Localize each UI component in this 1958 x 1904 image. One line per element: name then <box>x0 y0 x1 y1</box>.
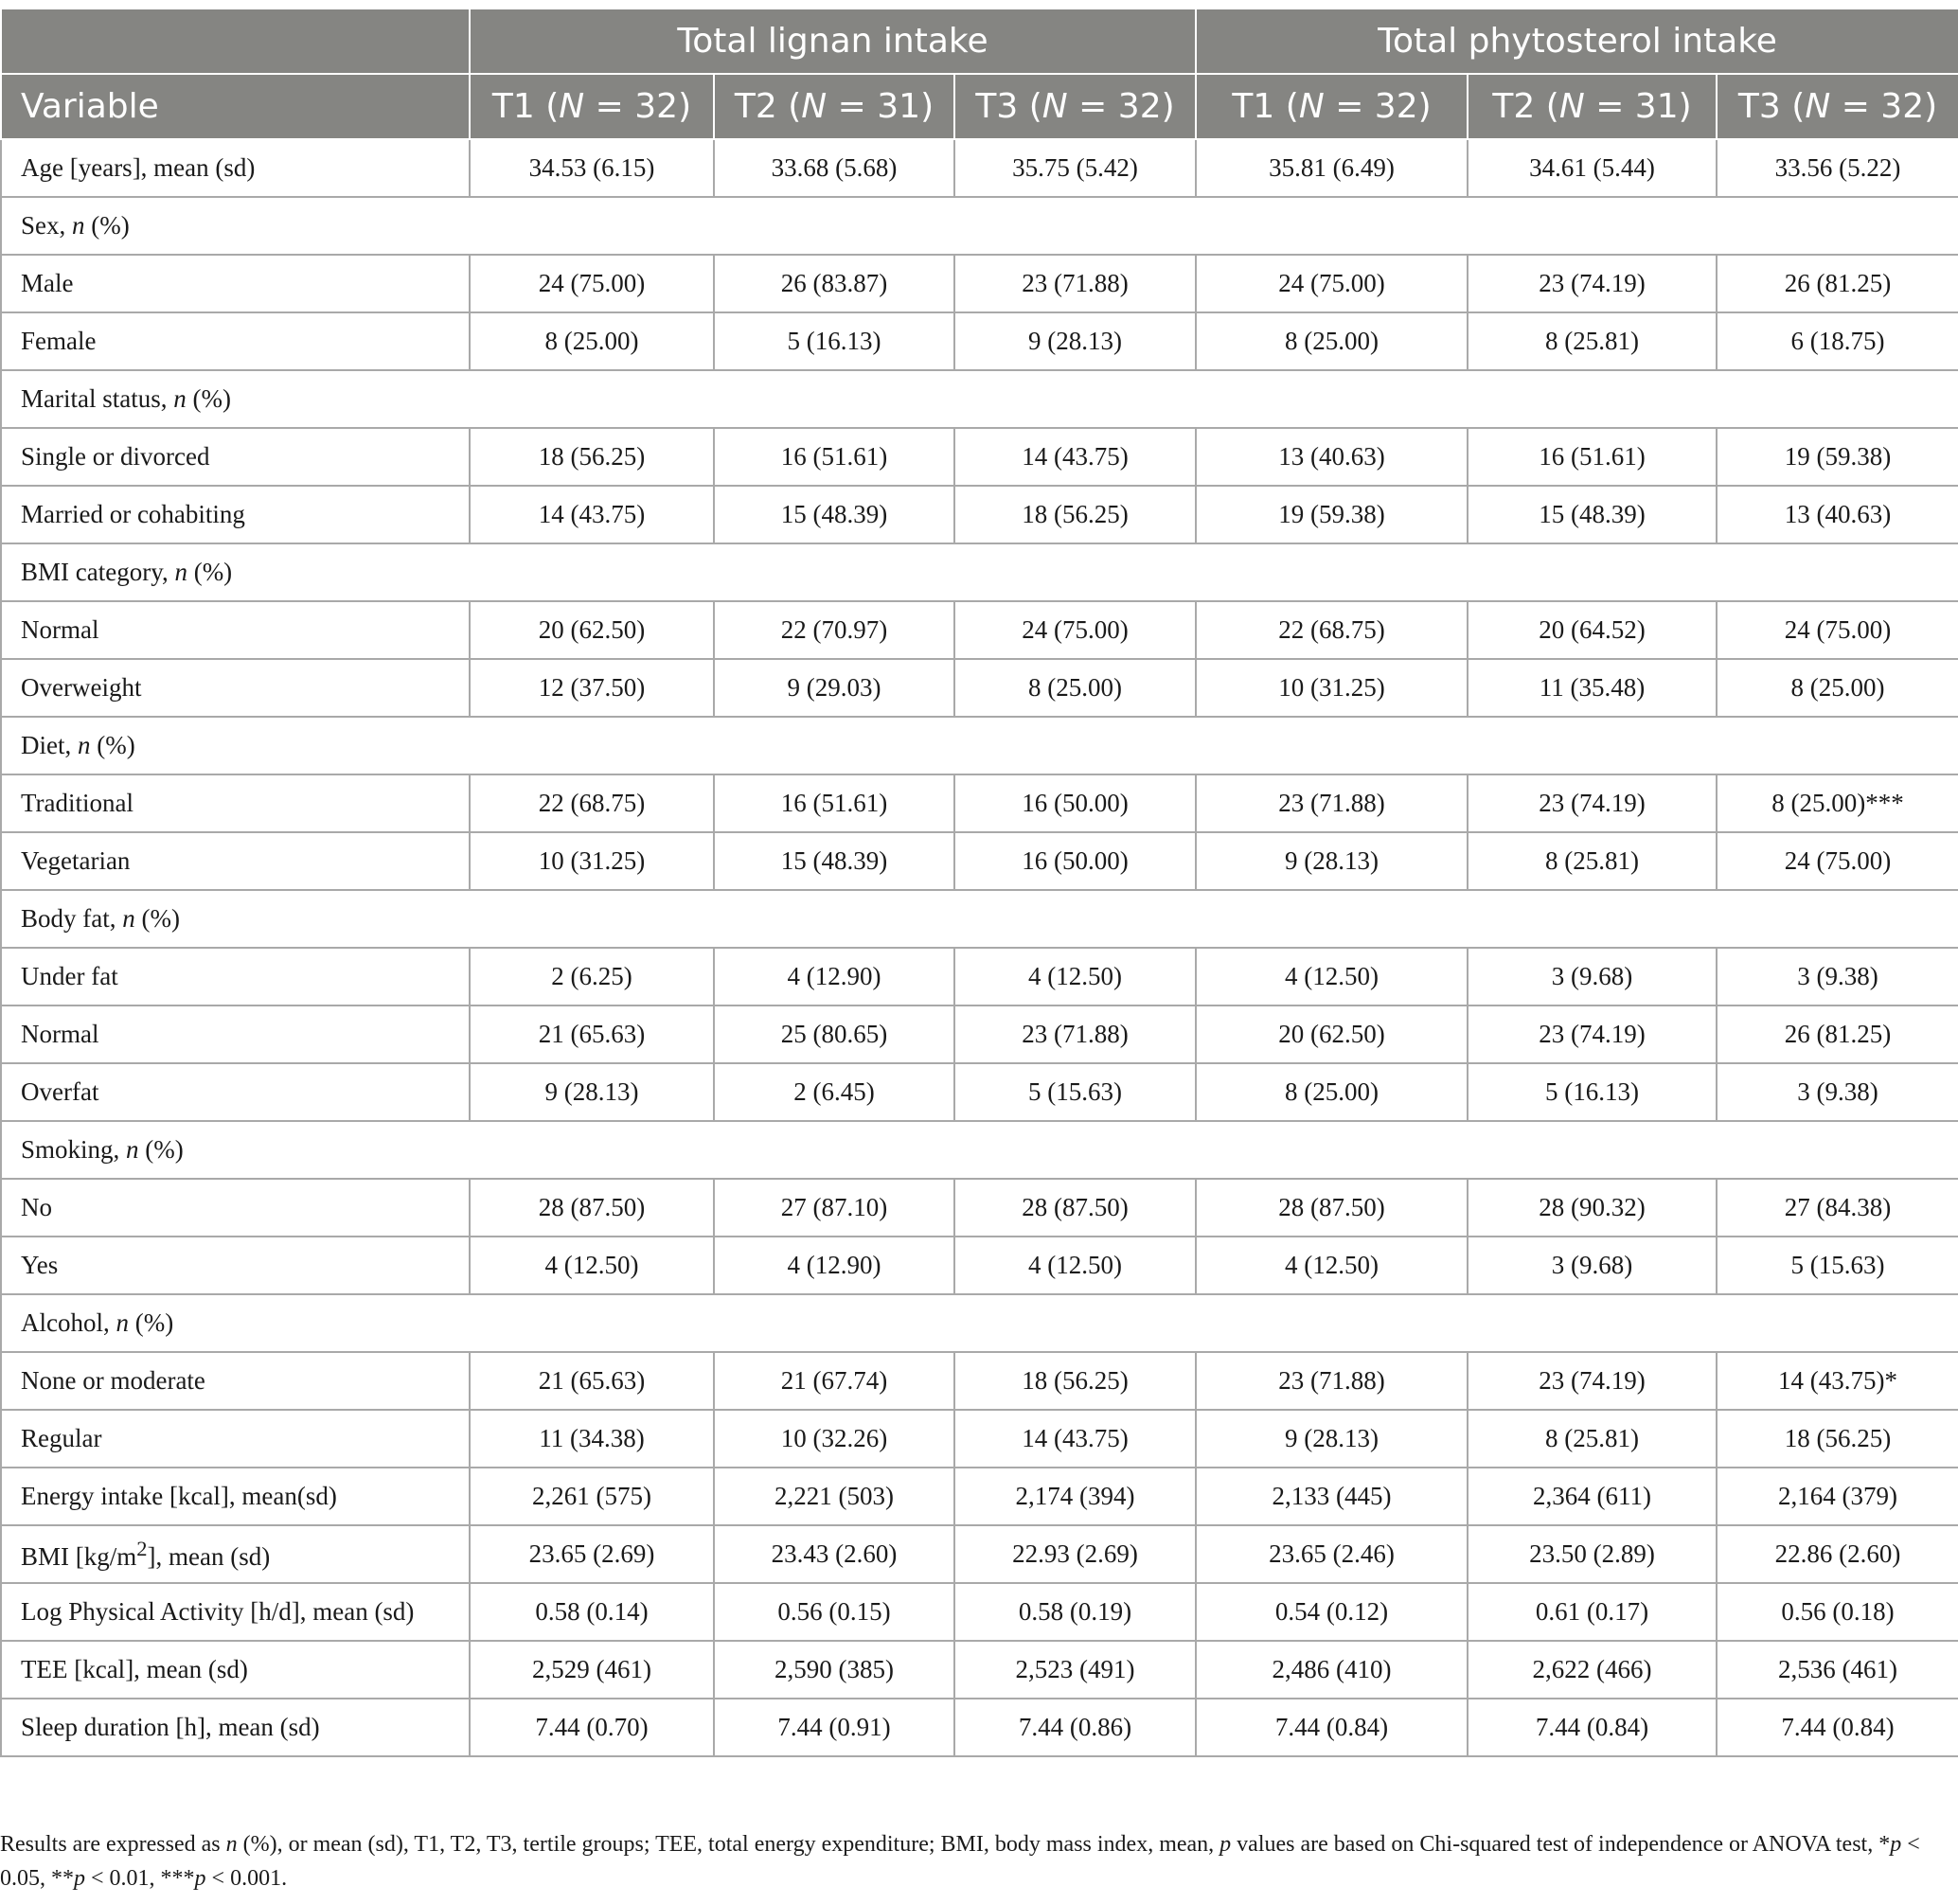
table-cell: 3 (9.68) <box>1468 948 1717 1005</box>
table-cell: 23 (71.88) <box>954 1005 1196 1063</box>
row-label-italic: n <box>173 384 187 413</box>
section-blank <box>470 1294 1958 1352</box>
table-cell: 2,523 (491) <box>954 1641 1196 1699</box>
table-cell: 33.56 (5.22) <box>1717 139 1958 197</box>
table-cell: 23.65 (2.46) <box>1196 1525 1468 1583</box>
section-blank <box>470 197 1958 255</box>
row-label-text: Marital status, <box>21 384 174 413</box>
table-cell: 23 (74.19) <box>1468 255 1717 312</box>
table-row <box>1 1063 1958 1121</box>
row-label <box>1 1410 470 1468</box>
tertile-n-symbol: N <box>1298 87 1325 126</box>
table-cell: 35.75 (5.42) <box>954 139 1196 197</box>
row-label <box>1 1468 470 1525</box>
table-cell: 10 (31.25) <box>470 832 714 890</box>
table-cell: 0.56 (0.18) <box>1717 1583 1958 1641</box>
table-cell: 5 (15.63) <box>954 1063 1196 1121</box>
table-cell: 11 (35.48) <box>1468 659 1717 717</box>
table-cell: 20 (62.50) <box>1196 1005 1468 1063</box>
table-cell: 9 (28.13) <box>1196 1410 1468 1468</box>
row-label <box>1 1179 470 1237</box>
row-label <box>1 717 470 774</box>
table-cell: 0.61 (0.17) <box>1468 1583 1717 1641</box>
table-cell: 2,174 (394) <box>954 1468 1196 1525</box>
footnote-text: p <box>1890 1832 1902 1857</box>
table-cell: 18 (56.25) <box>954 486 1196 543</box>
row-label <box>1 139 470 197</box>
table-cell: 16 (51.61) <box>1468 428 1717 486</box>
row-label-text: Yes <box>21 1251 59 1279</box>
table-cell: 14 (43.75) <box>954 1410 1196 1468</box>
row-label-text: Overfat <box>21 1077 99 1106</box>
row-label-text: None or moderate <box>21 1366 205 1395</box>
table-cell: 0.56 (0.15) <box>714 1583 954 1641</box>
row-label-text: (%) <box>129 1308 174 1337</box>
table-cell: 4 (12.50) <box>1196 1237 1468 1294</box>
table-header <box>1 9 1958 139</box>
table-cell: 28 (87.50) <box>954 1179 1196 1237</box>
table-cell: 34.61 (5.44) <box>1468 139 1717 197</box>
section-row <box>1 1121 1958 1179</box>
table-cell: 2 (6.25) <box>470 948 714 1005</box>
table-cell: 15 (48.39) <box>1468 486 1717 543</box>
table-cell: 16 (51.61) <box>714 428 954 486</box>
table-cell: 4 (12.50) <box>954 1237 1196 1294</box>
table-cell: 18 (56.25) <box>470 428 714 486</box>
row-label-text: Single or divorced <box>21 442 210 471</box>
row-label <box>1 486 470 543</box>
row-label-text: TEE [kcal], mean (sd) <box>21 1655 248 1683</box>
table-cell: 23 (71.88) <box>1196 774 1468 832</box>
table-cell: 28 (87.50) <box>1196 1179 1468 1237</box>
table-row <box>1 428 1958 486</box>
table-cell: 23 (74.19) <box>1468 1352 1717 1410</box>
table-row <box>1 486 1958 543</box>
table-cell: 23 (71.88) <box>954 255 1196 312</box>
table-cell: 7.44 (0.84) <box>1717 1699 1958 1756</box>
table-cell: 2 (6.45) <box>714 1063 954 1121</box>
table-cell: 0.58 (0.19) <box>954 1583 1196 1641</box>
table-cell: 18 (56.25) <box>1717 1410 1958 1468</box>
table-cell: 24 (75.00) <box>1717 601 1958 659</box>
table-cell: 21 (65.63) <box>470 1352 714 1410</box>
table-row <box>1 1468 1958 1525</box>
table-cell: 26 (81.25) <box>1717 1005 1958 1063</box>
group-header-row <box>1 9 1958 74</box>
tertile-label: T1 <box>1232 87 1275 126</box>
table-cell: 35.81 (6.49) <box>1196 139 1468 197</box>
table-row <box>1 948 1958 1005</box>
row-label-text: Diet, <box>21 731 78 759</box>
tertile-header-row <box>1 74 1958 139</box>
table-cell: 15 (48.39) <box>714 832 954 890</box>
row-label-text: Regular <box>21 1424 102 1452</box>
row-label-text: Energy intake [kcal], mean(sd) <box>21 1482 337 1510</box>
row-label-text: (%) <box>187 558 233 586</box>
table-cell: 18 (56.25) <box>954 1352 1196 1410</box>
table-cell: 14 (43.75) <box>954 428 1196 486</box>
table-cell: 2,221 (503) <box>714 1468 954 1525</box>
row-label-text: Sleep duration [h], mean (sd) <box>21 1713 320 1741</box>
table-cell: 22.93 (2.69) <box>954 1525 1196 1583</box>
tertile-n-count: = 32) <box>1067 87 1175 126</box>
table-cell: 9 (28.13) <box>954 312 1196 370</box>
table-cell: 5 (16.13) <box>714 312 954 370</box>
row-label-italic: n <box>116 1308 129 1337</box>
table-cell: 21 (65.63) <box>470 1005 714 1063</box>
table-row <box>1 1237 1958 1294</box>
row-label <box>1 1641 470 1699</box>
footnote-text: values are based on Chi-squared test of independence or ANOVA test, * <box>1231 1832 1891 1857</box>
table-cell: 23 (71.88) <box>1196 1352 1468 1410</box>
table-cell: 2,622 (466) <box>1468 1641 1717 1699</box>
row-label-text: Female <box>21 327 97 355</box>
table-cell: 8 (25.00) <box>470 312 714 370</box>
table-cell: 2,261 (575) <box>470 1468 714 1525</box>
section-row <box>1 370 1958 428</box>
table-cell: 11 (34.38) <box>470 1410 714 1468</box>
table-cell: 26 (81.25) <box>1717 255 1958 312</box>
tertile-n-symbol: N <box>1558 87 1585 126</box>
tertile-header <box>954 74 1196 139</box>
table-cell: 3 (9.68) <box>1468 1237 1717 1294</box>
row-label <box>1 1525 470 1583</box>
table-cell: 2,486 (410) <box>1196 1641 1468 1699</box>
section-blank <box>470 543 1958 601</box>
table-cell: 23 (74.19) <box>1468 1005 1717 1063</box>
row-label <box>1 312 470 370</box>
tertile-header <box>1717 74 1958 139</box>
table-cell: 7.44 (0.91) <box>714 1699 954 1756</box>
table-cell: 12 (37.50) <box>470 659 714 717</box>
table-row <box>1 1525 1958 1583</box>
table-cell: 7.44 (0.86) <box>954 1699 1196 1756</box>
row-label-text: Traditional <box>21 789 134 817</box>
table-cell: 8 (25.00) <box>954 659 1196 717</box>
table-cell: 4 (12.50) <box>1196 948 1468 1005</box>
table-cell: 16 (51.61) <box>714 774 954 832</box>
table-row <box>1 1641 1958 1699</box>
table-cell: 34.53 (6.15) <box>470 139 714 197</box>
table-cell: 8 (25.81) <box>1468 832 1717 890</box>
table-cell: 8 (25.81) <box>1468 1410 1717 1468</box>
row-label <box>1 1699 470 1756</box>
row-label-italic: n <box>72 211 85 240</box>
tertile-n-count: = 32) <box>584 87 692 126</box>
table-cell: 2,590 (385) <box>714 1641 954 1699</box>
footnote-text: p <box>74 1866 85 1891</box>
tertile-label: T2 <box>734 87 777 126</box>
row-label-text: BMI category, <box>21 558 175 586</box>
tertile-n-symbol: N <box>1041 87 1068 126</box>
section-row <box>1 1294 1958 1352</box>
table-cell: 8 (25.00)*** <box>1717 774 1958 832</box>
table-cell: 14 (43.75) <box>470 486 714 543</box>
table-cell: 15 (48.39) <box>714 486 954 543</box>
table-cell: 22.86 (2.60) <box>1717 1525 1958 1583</box>
table-cell: 16 (50.00) <box>954 832 1196 890</box>
table-row <box>1 312 1958 370</box>
table-cell: 20 (64.52) <box>1468 601 1717 659</box>
table-cell: 0.54 (0.12) <box>1196 1583 1468 1641</box>
row-label-text: Overweight <box>21 673 142 702</box>
table-cell: 23 (74.19) <box>1468 774 1717 832</box>
table-cell: 26 (83.87) <box>714 255 954 312</box>
table-row <box>1 659 1958 717</box>
table-body <box>1 139 1958 1756</box>
table-cell: 25 (80.65) <box>714 1005 954 1063</box>
section-row <box>1 717 1958 774</box>
tertile-header <box>1196 74 1468 139</box>
footnote-text: < 0.001. <box>205 1866 288 1891</box>
table-footnote <box>0 1827 1931 1895</box>
section-row <box>1 543 1958 601</box>
row-label <box>1 659 470 717</box>
table-cell: 8 (25.00) <box>1717 659 1958 717</box>
row-label-text: (%) <box>186 384 231 413</box>
table-cell: 9 (29.03) <box>714 659 954 717</box>
table-row <box>1 832 1958 890</box>
table-cell: 2,133 (445) <box>1196 1468 1468 1525</box>
table-cell: 23.65 (2.69) <box>470 1525 714 1583</box>
footnote-text: (%), or mean (sd), T1, T2, T3, tertile groups; TEE, total energy expenditure; BMI, body mass index, mean, <box>237 1832 1220 1857</box>
tertile-header <box>470 74 714 139</box>
table-row <box>1 255 1958 312</box>
table-row <box>1 1005 1958 1063</box>
section-blank <box>470 717 1958 774</box>
table-cell: 9 (28.13) <box>1196 832 1468 890</box>
row-label-text: ], mean (sd) <box>147 1542 271 1571</box>
row-label <box>1 832 470 890</box>
tertile-label: T1 <box>491 87 535 126</box>
table-row <box>1 1699 1958 1756</box>
table-cell: 22 (68.75) <box>470 774 714 832</box>
table-cell: 10 (31.25) <box>1196 659 1468 717</box>
footnote-text: p <box>194 1866 206 1891</box>
row-label <box>1 1237 470 1294</box>
table-cell: 8 (25.81) <box>1468 312 1717 370</box>
tertile-n-count: = 32) <box>1324 87 1432 126</box>
tertile-n-open: ( <box>1791 87 1806 126</box>
row-label <box>1 1352 470 1410</box>
footnote-text: n <box>225 1832 238 1857</box>
table-cell: 2,529 (461) <box>470 1641 714 1699</box>
row-label-text: Smoking, <box>21 1135 127 1164</box>
row-label <box>1 428 470 486</box>
table-cell: 9 (28.13) <box>470 1063 714 1121</box>
table-cell: 20 (62.50) <box>470 601 714 659</box>
row-label <box>1 543 470 601</box>
tertile-header <box>714 74 954 139</box>
tertile-n-open: ( <box>788 87 802 126</box>
table-cell: 13 (40.63) <box>1196 428 1468 486</box>
tertile-label: T2 <box>1492 87 1536 126</box>
characteristics-table <box>0 8 1958 1757</box>
table-cell: 13 (40.63) <box>1717 486 1958 543</box>
table-cell: 2,164 (379) <box>1717 1468 1958 1525</box>
table-cell: 19 (59.38) <box>1717 428 1958 486</box>
row-label-text: Body fat, <box>21 904 123 933</box>
tertile-label: T3 <box>1737 87 1781 126</box>
row-label <box>1 1121 470 1179</box>
tertile-n-open: ( <box>1028 87 1042 126</box>
tertile-n-open: ( <box>1545 87 1559 126</box>
group-header-lignan: Total lignan intake <box>470 9 1196 74</box>
table-cell: 24 (75.00) <box>470 255 714 312</box>
table-cell: 23.50 (2.89) <box>1468 1525 1717 1583</box>
row-label-text: (%) <box>134 904 180 933</box>
table-row <box>1 1352 1958 1410</box>
row-label-italic: n <box>78 731 91 759</box>
row-label-text: Sex, <box>21 211 72 240</box>
footnote-text: p <box>1219 1832 1232 1857</box>
row-label-italic: n <box>126 1135 139 1164</box>
row-label-italic: n <box>174 558 187 586</box>
table-cell: 6 (18.75) <box>1717 312 1958 370</box>
footnote-text: Results are expressed as <box>0 1832 226 1857</box>
table-cell: 7.44 (0.84) <box>1468 1699 1717 1756</box>
row-label-text: (%) <box>138 1135 184 1164</box>
table-cell: 27 (87.10) <box>714 1179 954 1237</box>
row-label-text: Alcohol, <box>21 1308 116 1337</box>
row-label-text: Male <box>21 269 74 297</box>
table-cell: 19 (59.38) <box>1196 486 1468 543</box>
tertile-n-open: ( <box>545 87 560 126</box>
table-cell: 23.43 (2.60) <box>714 1525 954 1583</box>
row-label <box>1 1583 470 1641</box>
section-row <box>1 197 1958 255</box>
row-label-superscript: 2 <box>136 1537 148 1560</box>
table-row <box>1 1583 1958 1641</box>
tertile-n-symbol: N <box>801 87 828 126</box>
table-cell: 4 (12.50) <box>470 1237 714 1294</box>
row-label-text: Log Physical Activity [h/d], mean (sd) <box>21 1597 415 1626</box>
row-label <box>1 197 470 255</box>
row-label-text: Under fat <box>21 962 118 990</box>
section-blank <box>470 890 1958 948</box>
table-cell: 5 (15.63) <box>1717 1237 1958 1294</box>
table-cell: 24 (75.00) <box>1196 255 1468 312</box>
table-cell: 10 (32.26) <box>714 1410 954 1468</box>
table-cell: 2,364 (611) <box>1468 1468 1717 1525</box>
section-blank <box>470 370 1958 428</box>
row-label-text: Normal <box>21 1020 99 1048</box>
row-label <box>1 948 470 1005</box>
table-cell: 8 (25.00) <box>1196 1063 1468 1121</box>
row-label-text: (%) <box>90 731 135 759</box>
row-label-italic: n <box>122 904 135 933</box>
group-header-phytosterol: Total phytosterol intake <box>1196 9 1958 74</box>
table-cell: 5 (16.13) <box>1468 1063 1717 1121</box>
tertile-n-symbol: N <box>1805 87 1831 126</box>
tertile-n-count: = 32) <box>1830 87 1938 126</box>
section-blank <box>470 1121 1958 1179</box>
table-cell: 27 (84.38) <box>1717 1179 1958 1237</box>
row-label <box>1 774 470 832</box>
table-cell: 24 (75.00) <box>1717 832 1958 890</box>
row-label-text: Normal <box>21 615 99 644</box>
table-cell: 8 (25.00) <box>1196 312 1468 370</box>
table-cell: 21 (67.74) <box>714 1352 954 1410</box>
table-cell: 2,536 (461) <box>1717 1641 1958 1699</box>
table-cell: 7.44 (0.84) <box>1196 1699 1468 1756</box>
tertile-n-symbol: N <box>559 87 585 126</box>
row-label-text: Married or cohabiting <box>21 500 245 528</box>
variable-header: Variable <box>1 74 470 139</box>
row-label-text: Age [years], mean (sd) <box>21 153 256 182</box>
row-label-text: BMI [kg/m <box>21 1542 137 1571</box>
row-label-text: Vegetarian <box>21 846 131 875</box>
table-cell: 22 (68.75) <box>1196 601 1468 659</box>
tertile-n-count: = 31) <box>1584 87 1692 126</box>
tertile-header <box>1468 74 1717 139</box>
table-row <box>1 1179 1958 1237</box>
table-cell: 4 (12.90) <box>714 1237 954 1294</box>
row-label <box>1 370 470 428</box>
header-empty-cell <box>1 9 470 74</box>
table-cell: 28 (87.50) <box>470 1179 714 1237</box>
table-cell: 3 (9.38) <box>1717 948 1958 1005</box>
table-cell: 24 (75.00) <box>954 601 1196 659</box>
section-row <box>1 890 1958 948</box>
row-label <box>1 255 470 312</box>
table-cell: 0.58 (0.14) <box>470 1583 714 1641</box>
table-cell: 22 (70.97) <box>714 601 954 659</box>
tertile-label: T3 <box>975 87 1019 126</box>
row-label <box>1 601 470 659</box>
footnote-text: < 0.05, ** <box>0 1832 1920 1891</box>
tertile-n-count: = 31) <box>827 87 934 126</box>
table-cell: 4 (12.90) <box>714 948 954 1005</box>
table-cell: 28 (90.32) <box>1468 1179 1717 1237</box>
table-cell: 16 (50.00) <box>954 774 1196 832</box>
row-label <box>1 1294 470 1352</box>
table-row <box>1 601 1958 659</box>
table-cell: 33.68 (5.68) <box>714 139 954 197</box>
row-label <box>1 1063 470 1121</box>
table-cell: 14 (43.75)* <box>1717 1352 1958 1410</box>
table-cell: 3 (9.38) <box>1717 1063 1958 1121</box>
table-row <box>1 139 1958 197</box>
row-label <box>1 1005 470 1063</box>
row-label-text: (%) <box>84 211 130 240</box>
table-cell: 4 (12.50) <box>954 948 1196 1005</box>
row-label <box>1 890 470 948</box>
table-row <box>1 774 1958 832</box>
table-cell: 7.44 (0.70) <box>470 1699 714 1756</box>
table-row <box>1 1410 1958 1468</box>
tertile-n-open: ( <box>1285 87 1299 126</box>
footnote-text: < 0.01, *** <box>85 1866 195 1891</box>
row-label-text: No <box>21 1193 52 1221</box>
